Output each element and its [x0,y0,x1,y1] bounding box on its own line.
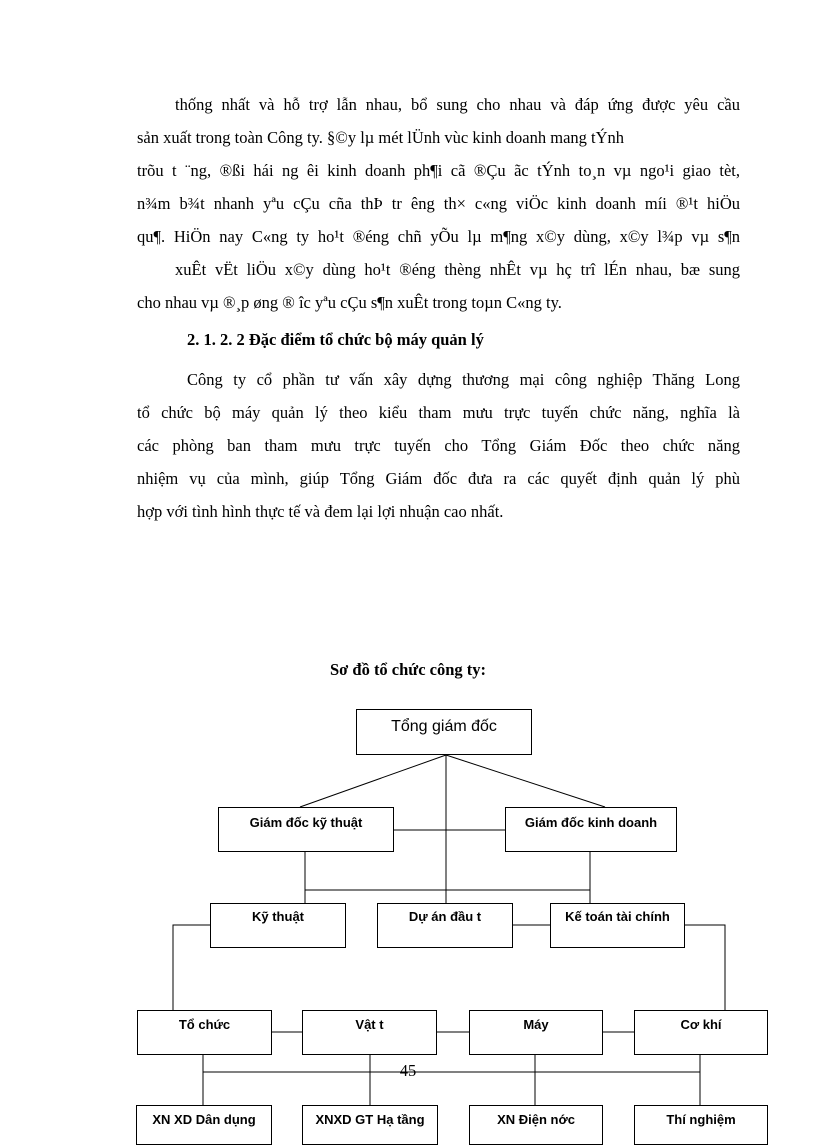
box-div-machinery: Máy [469,1010,603,1055]
paragraph-line: qu¶. HiÖn nay C«ng ty ho¹t ®éng chñ yÕu lµ m¶ng x©y dùng, x©y l¾p vµ s¶n [137,227,740,246]
box-ceo: Tổng giám đốc [356,709,532,755]
box-div-organization: Tổ chức [137,1010,272,1055]
connector-line [446,755,605,807]
connector-line [300,755,446,807]
connector-line [685,925,725,1010]
box-ent-civil: XN XD Dân dụng [136,1105,272,1145]
paragraph-line: tổ chức bộ máy quản lý theo kiểu tham mưu trực tuyến chức năng, nghĩa là [137,403,740,422]
box-div-materials: Vật t [302,1010,437,1055]
paragraph-line: các phòng ban tham mưu trực tuyến cho Tổng Giám Đốc theo chức năng [137,436,740,455]
paragraph-line: n¾m b¾t nhanh yªu cÇu cña thÞ tr êng th× c«ng viÖc kinh doanh míi ®¹t hiÖu [137,194,740,213]
paragraph-line: trõu t ¨ng, ®ßi hái ng êi kinh doanh ph¶i cã ®Çu ãc tÝnh to¸n vµ ngo¹i giao tèt, [137,161,740,180]
box-technical-director: Giám đốc kỹ thuật [218,807,394,852]
section-heading: 2. 1. 2. 2 Đặc điểm tổ chức bộ máy quản lý [187,330,484,349]
paragraph-line: cho nhau vµ ®¸p øng ® îc yªu cÇu s¶n xuÊt trong toµn C«ng ty. [137,293,562,312]
paragraph-line: nhiệm vụ của mình, giúp Tổng Giám đốc đưa ra các quyết định quản lý phù [137,469,740,488]
paragraph-line: Công ty cổ phần tư vấn xây dựng thương mại công nghiệp Thăng Long [187,370,740,389]
paragraph-line: hợp với tình hình thực tế và đem lại lợi nhuận cao nhất. [137,502,504,521]
box-ent-electric-water: XN Điện nớc [469,1105,603,1145]
box-dept-accounting: Kế toán tài chính [550,903,685,948]
box-div-mechanical: Cơ khí [634,1010,768,1055]
box-ent-infrastructure: XNXD GT Hạ tầng [302,1105,438,1145]
box-ent-testing: Thí nghiệm [634,1105,768,1145]
paragraph-line: xuÊt vËt liÖu x©y dùng ho¹t ®éng thèng nhÊt vµ hç trî lÉn nhau, bæ sung [175,260,740,279]
connector-line [173,925,210,1010]
box-dept-investment: Dự án đầu t [377,903,513,948]
page-number: 45 [399,1061,417,1080]
box-dept-technical: Kỹ thuật [210,903,346,948]
paragraph-line: sản xuất trong toàn Công ty. §©y lµ mét lÜnh vùc kinh doanh mang tÝnh [137,128,625,147]
org-chart-title: Sơ đồ tổ chức công ty: [329,660,487,679]
paragraph-line: thống nhất và hỗ trợ lẫn nhau, bổ sung cho nhau và đáp ứng được yêu cầu [175,95,740,114]
box-business-director: Giám đốc kinh doanh [505,807,677,852]
